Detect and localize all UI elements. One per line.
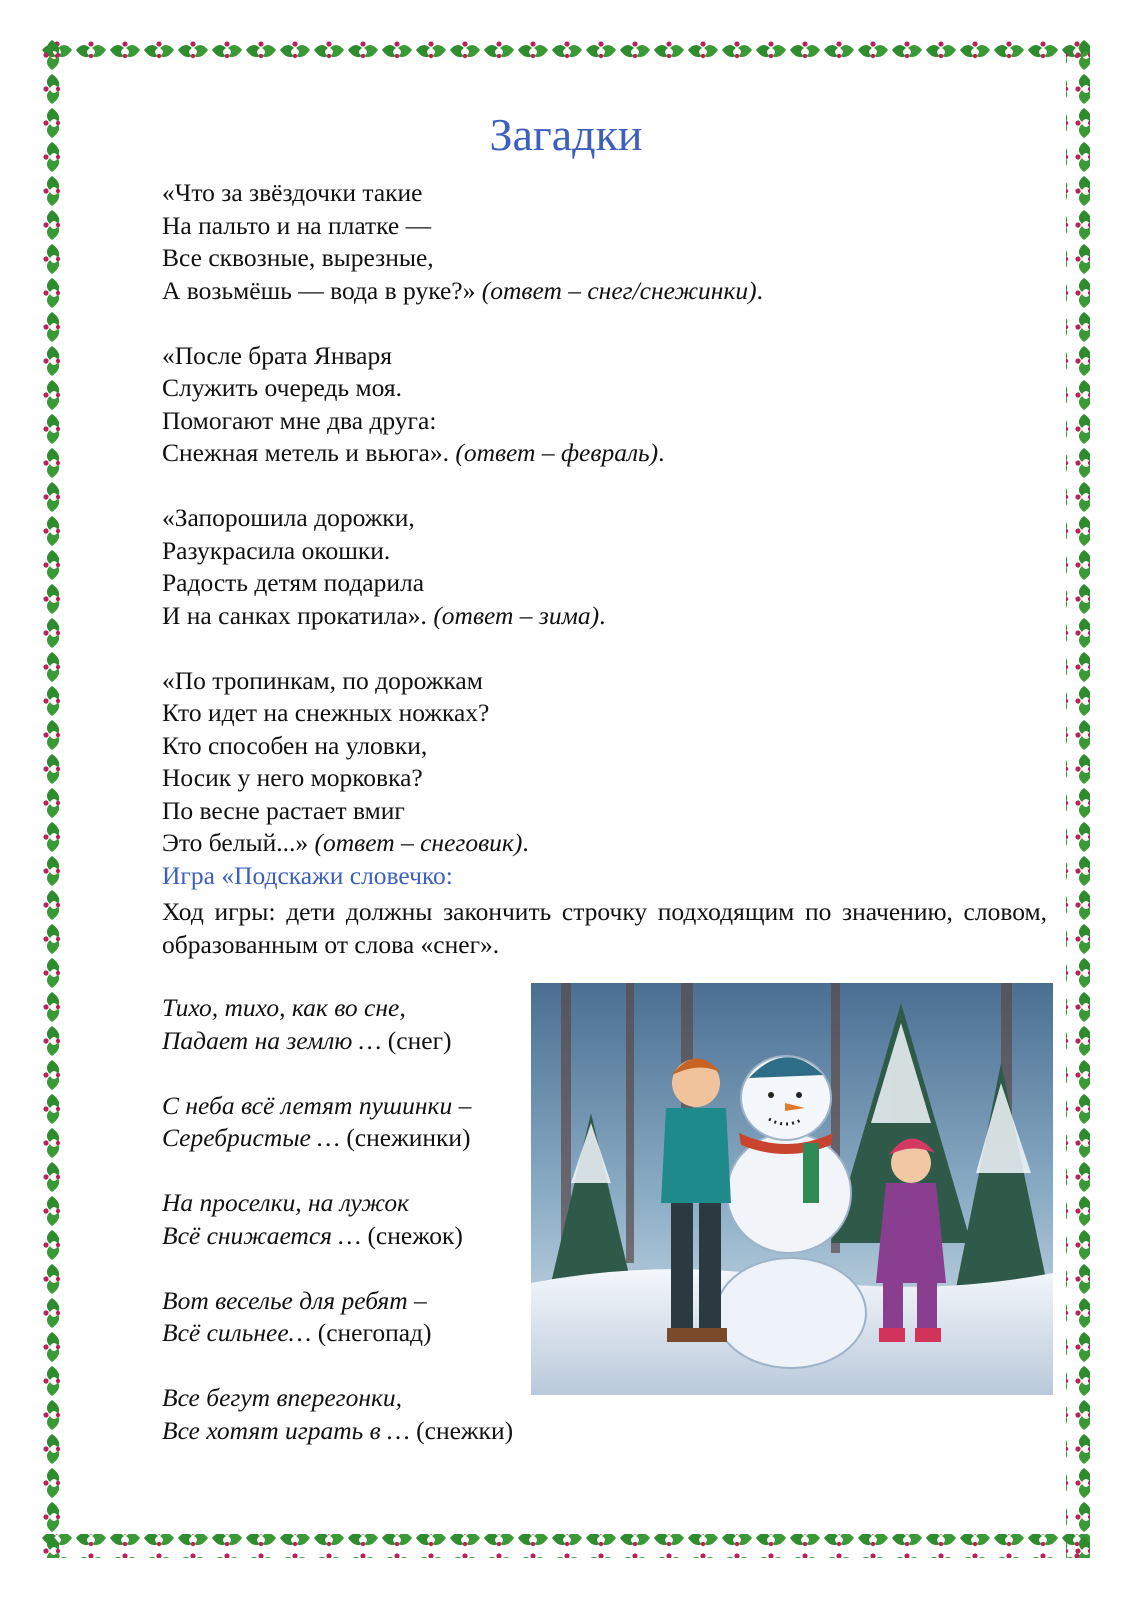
- verse-line: Все бегут вперегонки,: [162, 1383, 403, 1412]
- riddle-line: И на санках прокатила».: [162, 600, 427, 630]
- riddle-line: Разукрасила окошки.: [162, 535, 391, 565]
- page-title: Загадки: [489, 109, 643, 160]
- snowman-illustration: [531, 983, 1053, 1395]
- riddle-line: По весне растает вмиг: [162, 795, 405, 825]
- riddles-block: «Что за звёздочки такие На пальто и на платке — Все сквозные, вырезные, А возьмёшь — вода в руке?» (ответ – снег/снежинки). «После брата Января Служить очередь моя. Помогают мне два друга: Снежная метель и вьюга». (ответ – февраль). «Запорошила дорожки, Разукрасила окошки. Радость детям подарила И на санках прокатила». (ответ – зима). «По тропинкам, по дорожкам Кто идет на снежных ножках? Кто способен на уловки, Носик у него морковка? По весне растает вмиг Это белый...» (ответ – снеговик). Игра «Подскажи словечко: Ход игры: дети должны закончить строчку подходящим по значению, словом, образованным от слова «снег».: [162, 177, 1047, 961]
- verse-line: Всё снижается …: [162, 1220, 362, 1250]
- riddle-line: А возьмёшь — вода в руке?»: [162, 275, 476, 305]
- riddle-answer: (ответ – февраль): [455, 438, 659, 467]
- verses-block: [162, 992, 513, 1447]
- riddle-line: Служить очередь моя.: [162, 373, 403, 402]
- verse-answer: (снежинки): [339, 1123, 471, 1152]
- riddle-line: «Запорошила дорожки,: [162, 503, 415, 532]
- riddle-line: Помогают мне два друга:: [162, 405, 437, 435]
- game-heading: Игра «Подскажи словечко:: [162, 860, 453, 890]
- riddle-answer: (ответ – снег/снежинки): [481, 275, 757, 305]
- verse-answer: (снег): [381, 1025, 452, 1055]
- riddle-line: «Что за звёздочки такие: [162, 178, 423, 207]
- riddle-line: «По тропинкам, по дорожкам: [162, 665, 483, 695]
- verse-answer: (снегопад): [311, 1318, 432, 1347]
- riddle-answer: (ответ – снеговик): [314, 828, 523, 857]
- riddle-line: Радость детям подарила: [162, 568, 425, 597]
- riddle-line: Все сквозные, вырезные,: [162, 243, 434, 272]
- verse-line: Серебристые …: [162, 1123, 340, 1152]
- verse-line: Падает на землю …: [162, 1025, 382, 1055]
- riddle-line: Это белый...»: [162, 828, 309, 857]
- verse-answer: (снежок): [361, 1220, 463, 1250]
- verse-line: Всё сильнее…: [162, 1318, 312, 1347]
- verse-line: С неба всё летят пушинки –: [162, 1090, 472, 1120]
- verse-line: Вот веселье для ребят –: [162, 1285, 427, 1315]
- verse-line: Все хотят играть в …: [162, 1415, 410, 1445]
- verse-line: На проселки, на лужок: [162, 1188, 410, 1217]
- riddle-line: «После брата Января: [162, 340, 392, 370]
- riddle-answer: (ответ – зима): [433, 600, 600, 630]
- game-description: Ход игры: дети должны закончить строчку подходящим по значению, словом, образованным от слова «снег».: [162, 897, 1047, 959]
- riddle-line: Носик у него морковка?: [162, 763, 423, 792]
- verse-answer: (снежки): [409, 1415, 514, 1445]
- riddle-line: Кто идет на снежных ножках?: [162, 698, 490, 727]
- riddle-line: На пальто и на платке —: [162, 210, 432, 240]
- riddle-line: Кто способен на уловки,: [162, 730, 428, 760]
- verse-line: Тихо, тихо, как во сне,: [162, 993, 406, 1022]
- riddle-line: Снежная метель и вьюга».: [162, 438, 449, 467]
